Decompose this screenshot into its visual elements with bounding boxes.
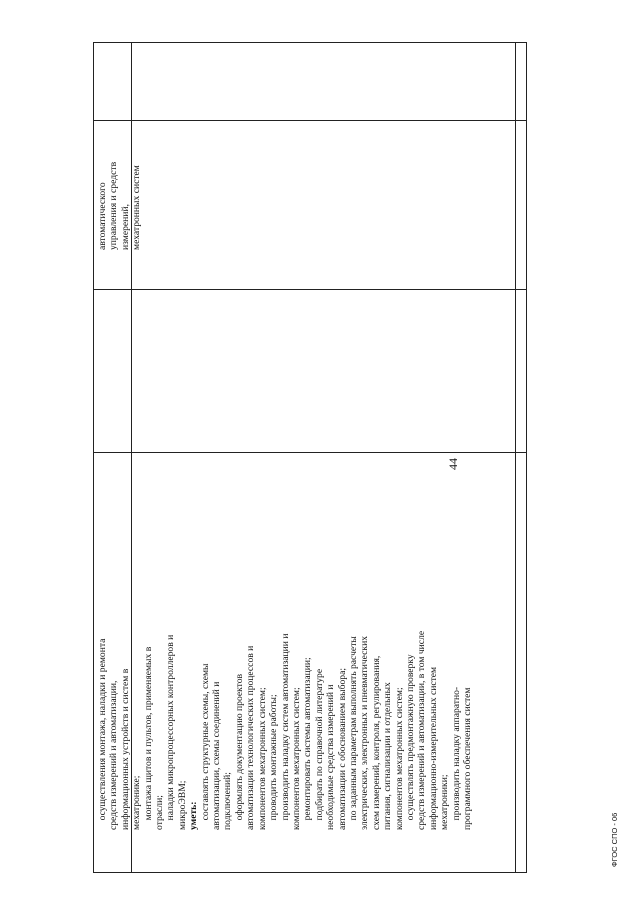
knowledge-skills-line: информационных устройств и систем в — [119, 668, 131, 830]
knowledge-skills-line: автоматизации с обоснованием выбора; — [336, 667, 348, 830]
knowledge-skills-line: оформлять документацию проектов — [233, 673, 245, 830]
knowledge-skills-line: средств измерений и автоматизации, в том числе — [416, 630, 428, 830]
knowledge-skills-line: проводить монтажные работы; — [268, 694, 280, 830]
column-separator-2 — [94, 289, 526, 290]
knowledge-skills-line: подбирать по справочной литературе — [313, 668, 325, 830]
competency-line: мехатронных систем — [131, 165, 143, 250]
knowledge-skills-line: отрасли; — [154, 795, 166, 830]
knowledge-skills-line: необходимые средства измерений и — [325, 684, 337, 830]
knowledge-skills-line: программного обеспечения систем — [462, 687, 473, 830]
knowledge-skills-line: уметь: — [188, 801, 200, 830]
knowledge-skills-line: компонентов мехатронных систем; — [393, 687, 405, 830]
row-separator-2 — [515, 43, 516, 872]
knowledge-skills-line: осуществления монтажа, наладки и ремонта — [97, 638, 108, 830]
knowledge-skills-line: по заданным параметрам выполнять расчеты — [347, 636, 359, 830]
knowledge-skills-line: информационно-измерительных систем — [427, 666, 439, 830]
knowledge-skills-line: подключений; — [222, 772, 234, 830]
competency-cell — [97, 162, 143, 250]
knowledge-skills-line: составлять структурные схемы, схемы — [199, 663, 211, 830]
knowledge-skills-line: монтажа щитов и пультов, применяемых в — [142, 646, 154, 830]
knowledge-skills-cell — [97, 430, 473, 830]
footer-code: ФГОС СПО - 06 — [610, 812, 619, 867]
knowledge-skills-line: питания, сигнализации и отдельных — [382, 682, 394, 830]
knowledge-skills-line: ремонтировать системы автоматизации; — [302, 657, 314, 830]
knowledge-skills-line: производить наладку систем автоматизации и — [279, 633, 291, 830]
knowledge-skills-line: автоматизации, схемы соединений и — [211, 681, 223, 830]
knowledge-skills-line: микроЭВМ; — [176, 780, 188, 830]
knowledge-skills-line: мехатроники; — [439, 774, 451, 830]
knowledge-skills-line: осуществлять предмонтажную проверку — [404, 654, 416, 830]
knowledge-skills-line: компонентов мехатронных систем; — [256, 687, 268, 830]
page-number: 44 — [446, 458, 460, 470]
competency-line: автоматического — [97, 182, 108, 250]
knowledge-skills-line: наладки микропроцессорных контроллеров и — [165, 634, 177, 830]
knowledge-skills-line: средств измерений и автоматизации, — [108, 680, 120, 830]
knowledge-skills-line: электрических, электронных и пневматических — [359, 635, 371, 830]
knowledge-skills-line: схем измерений, контроля, регулирования, — [370, 655, 382, 830]
knowledge-skills-line: мехатронике; — [131, 775, 143, 830]
competency-line: измерений, — [119, 204, 131, 250]
knowledge-skills-line: производить наладку аппаратно- — [450, 686, 462, 830]
knowledge-skills-line: автоматизации технологических процессов и — [245, 645, 257, 830]
column-separator-3 — [94, 120, 526, 121]
competency-table — [93, 42, 527, 873]
knowledge-skills-line: компонентов мехатронных систем; — [290, 687, 302, 830]
competency-line: управления и средств — [108, 161, 120, 250]
